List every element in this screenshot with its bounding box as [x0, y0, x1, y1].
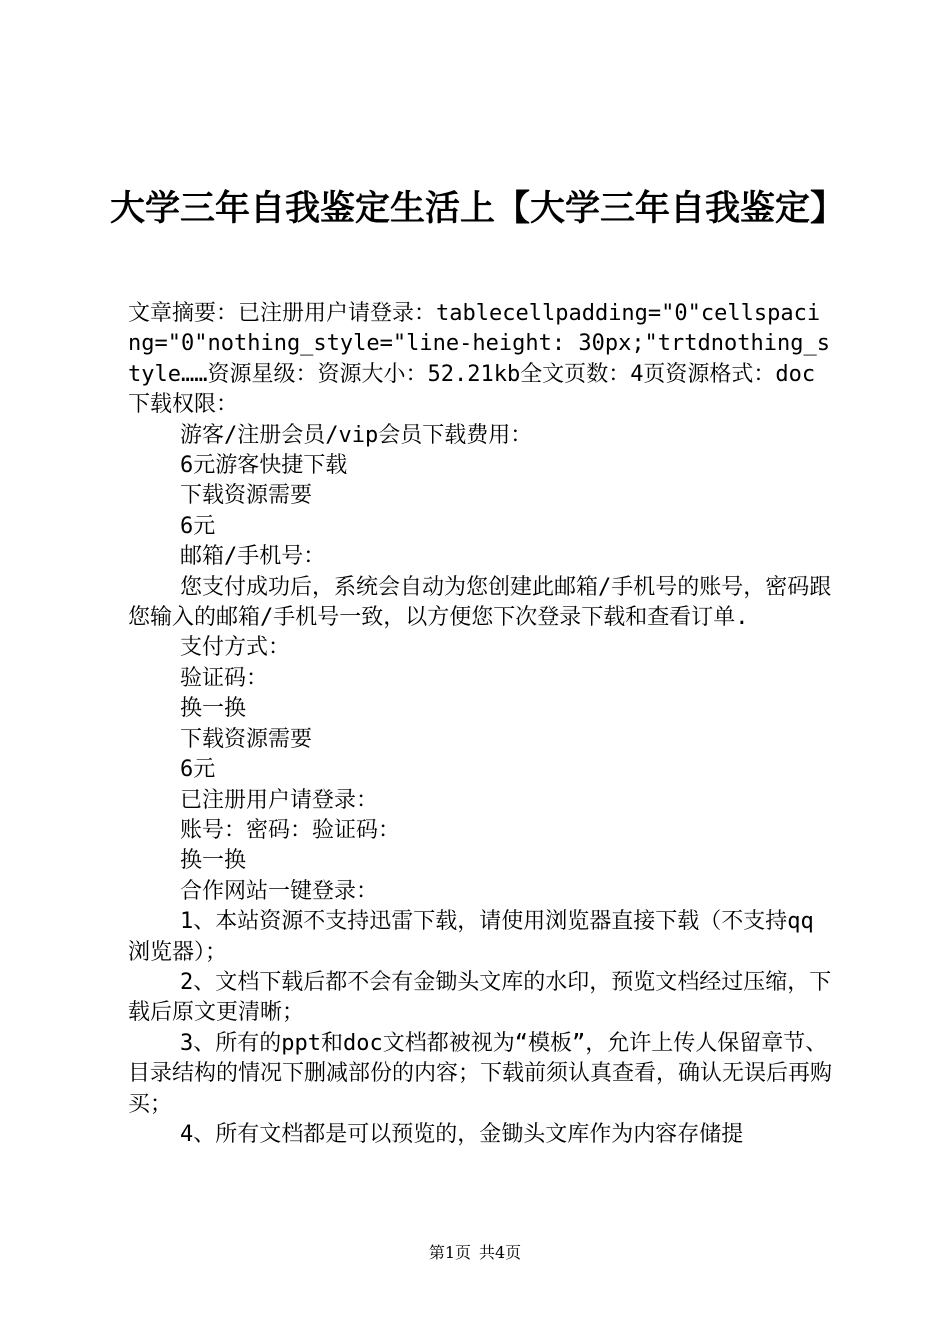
body-paragraph: 6元 [180, 513, 216, 539]
body-paragraph: 合作网站一键登录： [180, 878, 379, 904]
body-paragraph: 您支付成功后，系统会自动为您创建此邮箱/手机号的账号，密码跟您输入的邮箱/手机号一致，以方便您下次登录下载和查看订单. [128, 574, 832, 631]
body-paragraph: 换一换 [180, 848, 247, 874]
body-paragraph: 邮箱/手机号： [180, 544, 326, 570]
body-paragraph: 换一换 [180, 696, 247, 722]
page-number: 第1页 [428, 1243, 471, 1262]
body-paragraph: 3、所有的ppt和doc文档都被视为“模板”，允许上传人保留章节、目录结构的情况下删减部份的内容；下载前须认真查看，确认无误后再购买； [128, 1030, 833, 1117]
body-paragraph: 验证码： [180, 665, 269, 691]
body-paragraph: 支付方式： [180, 635, 291, 661]
page-footer [0, 1243, 950, 1263]
body-paragraph: 6元游客快捷下载 [180, 453, 348, 479]
page-total: 共4页 [479, 1243, 522, 1262]
document-body [128, 299, 832, 1150]
document-title: 大学三年自我鉴定生活上【大学三年自我鉴定】 [110, 188, 846, 229]
body-paragraph: 6元 [180, 757, 216, 783]
body-paragraph: 1、本站资源不支持迅雷下载，请使用浏览器直接下载（不支持qq浏览器）； [128, 909, 814, 965]
abstract-paragraph: 文章摘要：已注册用户请登录：tablecellpadding="0"cellspacing="0"nothing_style="line-height: 30px;"trtdnothing_style……资源星级：资源大小：52.21kb全文页数：4页资源格式：doc下载权限： [128, 301, 830, 418]
body-paragraph: 下载资源需要 [180, 726, 313, 752]
body-paragraph: 账号：密码：验证码： [180, 817, 401, 843]
body-paragraph: 游客/注册会员/vip会员下载费用： [180, 422, 533, 448]
body-paragraph: 下载资源需要 [180, 483, 313, 509]
body-paragraph: 2、文档下载后都不会有金锄头文库的水印，预览文档经过压缩，下载后原文更清晰； [128, 969, 832, 1026]
body-paragraph: 4、所有文档都是可以预览的，金锄头文库作为内容存储提 [180, 1121, 744, 1147]
body-paragraph: 已注册用户请登录： [180, 787, 379, 813]
